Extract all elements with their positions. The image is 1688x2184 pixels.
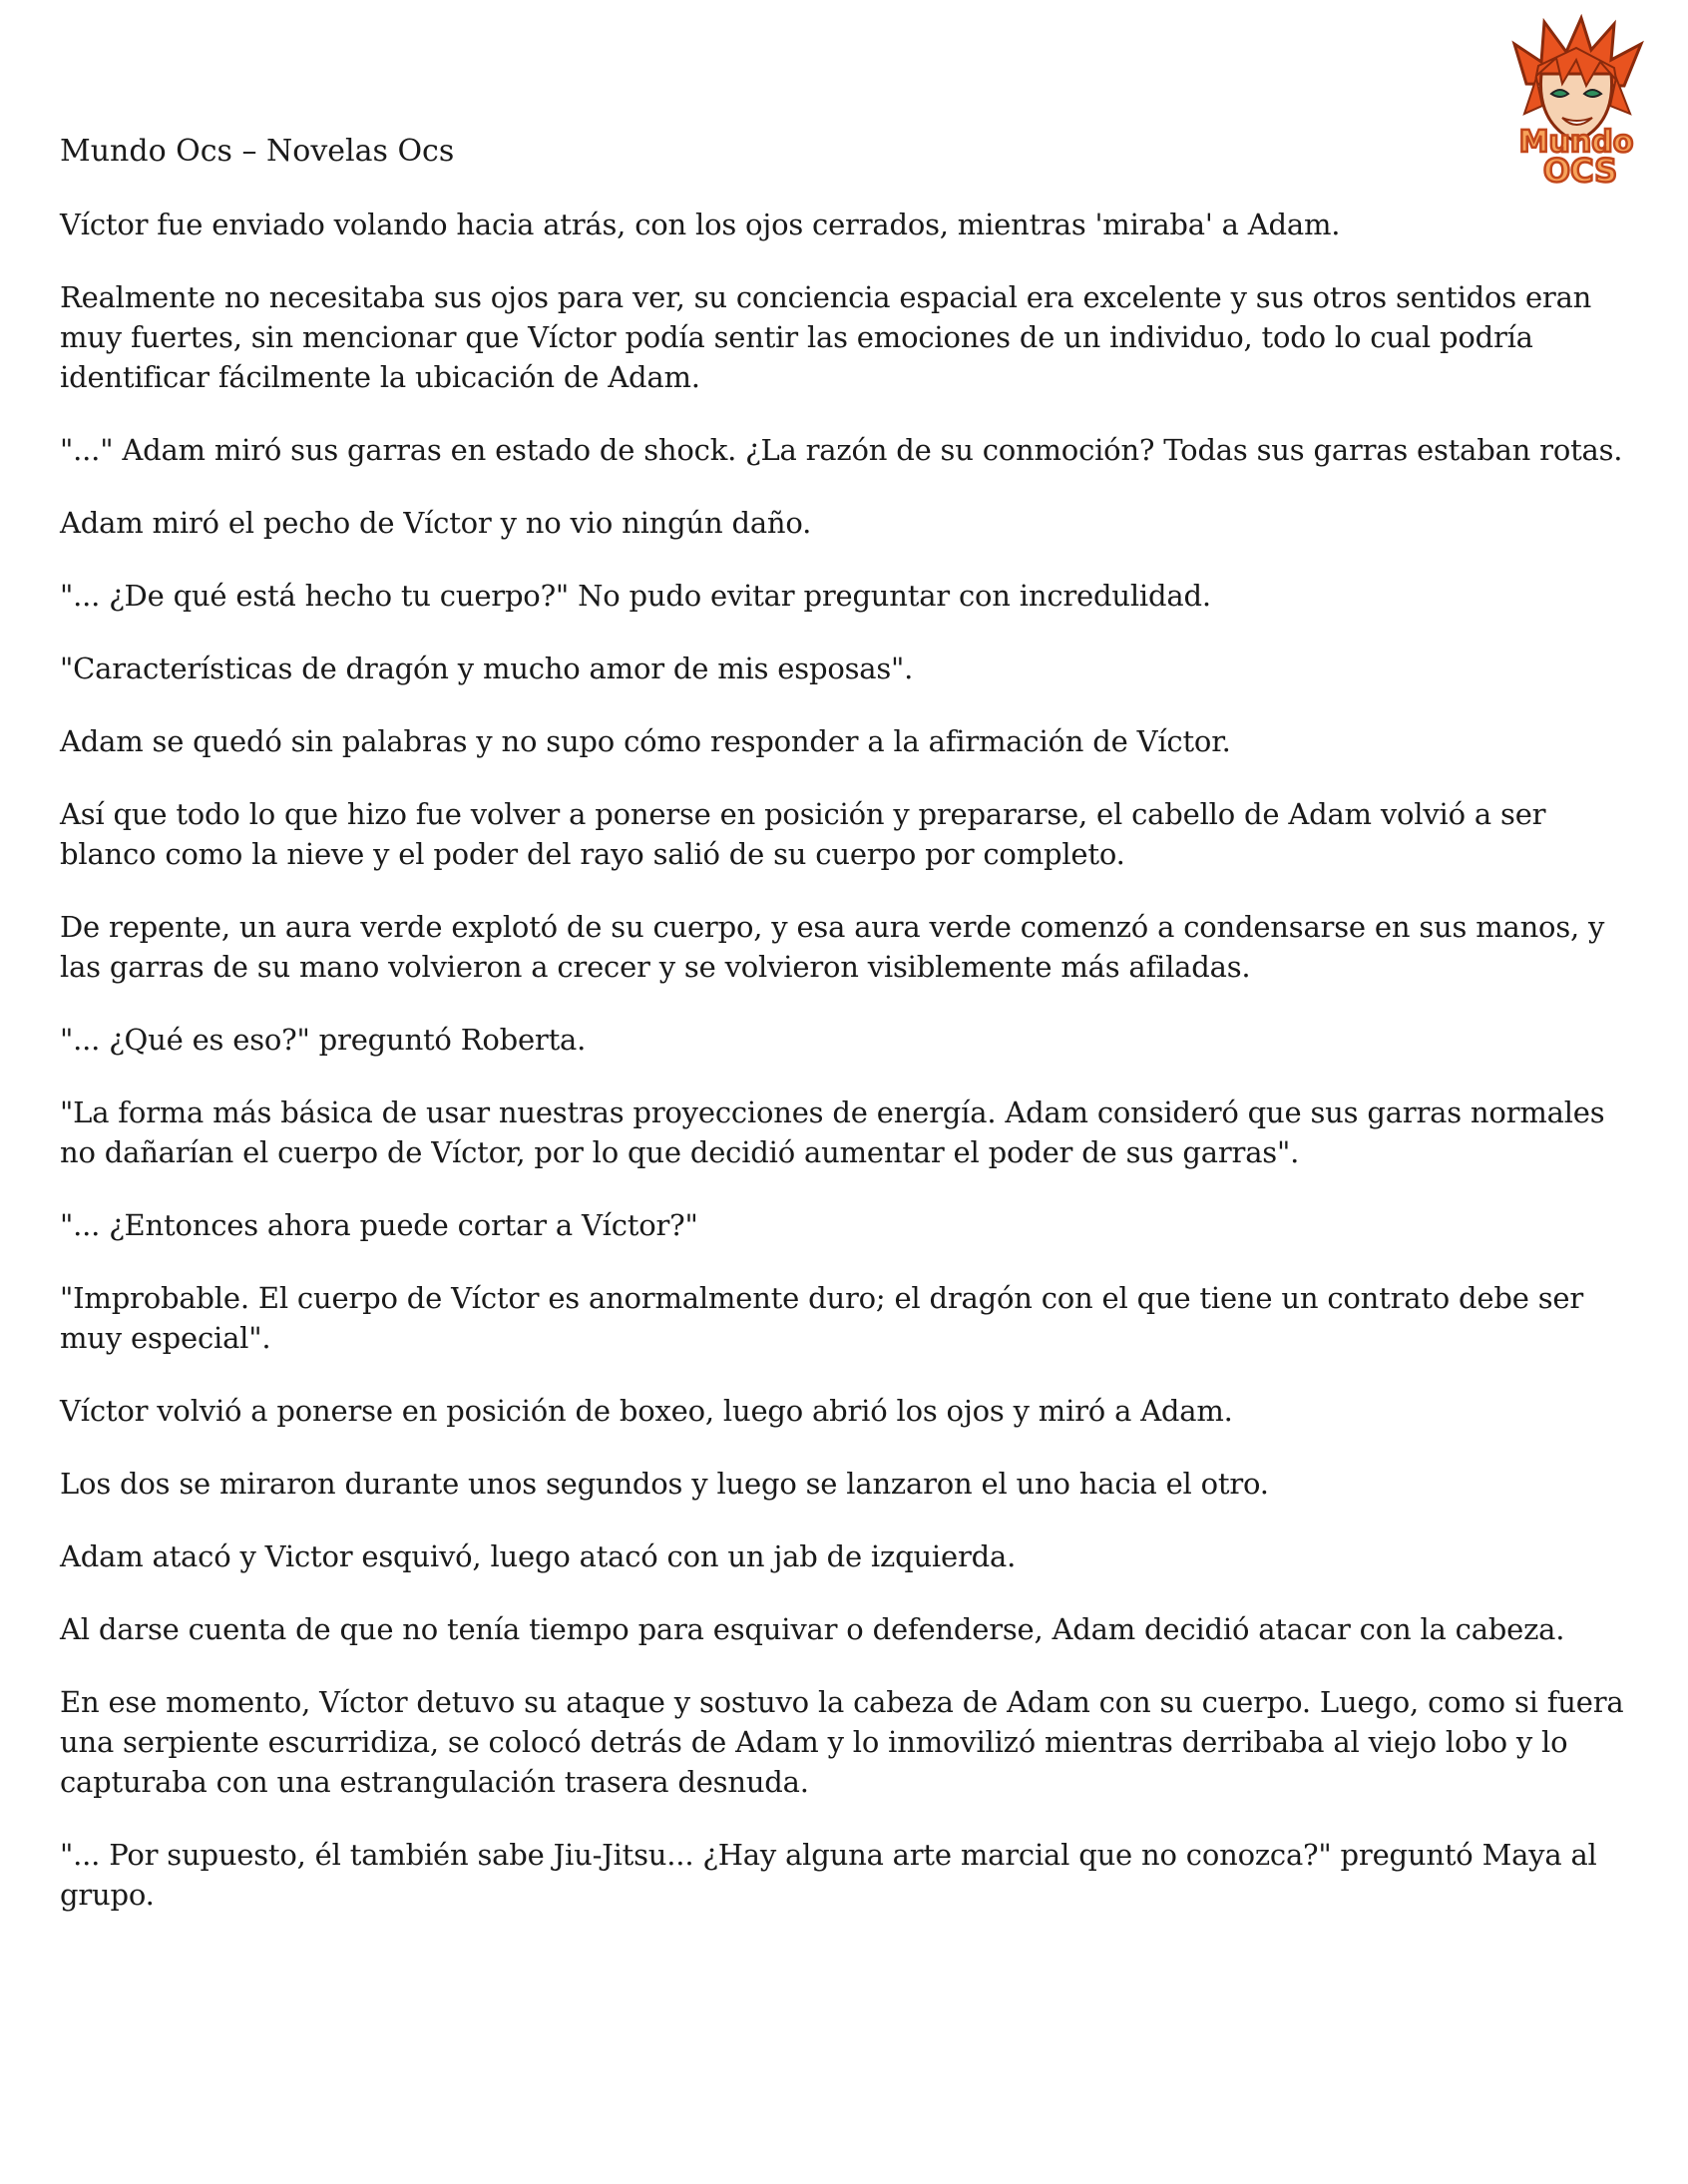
- paragraph: Víctor volvió a ponerse en posición de boxeo, luego abrió los ojos y miró a Adam.: [60, 1394, 1233, 1428]
- paragraph: Adam miró el pecho de Víctor y no vio ningún daño.: [60, 506, 812, 540]
- paragraph: Realmente no necesitaba sus ojos para ver, su conciencia espacial era excelente y sus otros sentidos eran muy fuertes, sin mencionar que Víctor podía sentir las emociones de un individuo, todo lo cual podría identificar fácilmente la ubicación de Adam.: [60, 280, 1592, 394]
- paragraph: Adam se quedó sin palabras y no supo cómo responder a la afirmación de Víctor.: [60, 724, 1231, 758]
- paragraph: Los dos se miraron durante unos segundos y luego se lanzaron el uno hacia el otro.: [60, 1467, 1269, 1501]
- paragraph: "... Por supuesto, él también sabe Jiu-Jitsu... ¿Hay alguna arte marcial que no conozca?" preguntó Maya al grupo.: [60, 1838, 1597, 1912]
- paragraph: "... ¿Qué es eso?" preguntó Roberta.: [60, 1023, 587, 1057]
- mascot-logo-icon: [1496, 14, 1656, 189]
- logo-text-top: Mundo: [1518, 125, 1634, 160]
- paragraph: En ese momento, Víctor detuvo su ataque y sostuvo la cabeza de Adam con su cuerpo. Luego, como si fuera una serpiente escurridiza, se colocó detrás de Adam y lo inmovilizó mientras derribaba al viejo lobo y lo capturaba con una estrangulación trasera desnuda.: [60, 1685, 1624, 1799]
- page-header: Mundo Ocs – Novelas Ocs: [60, 134, 455, 169]
- paragraph: Adam atacó y Victor esquivó, luego atacó con un jab de izquierda.: [60, 1539, 1017, 1573]
- paragraph: "..." Adam miró sus garras en estado de shock. ¿La razón de su conmoción? Todas sus garras estaban rotas.: [60, 433, 1623, 467]
- paragraph: De repente, un aura verde explotó de su cuerpo, y esa aura verde comenzó a condensarse en sus manos, y las garras de su mano volvieron a crecer y se volvieron visiblemente más afiladas.: [60, 910, 1605, 984]
- paragraph: "Características de dragón y mucho amor de mis esposas".: [60, 652, 914, 685]
- story-content: [60, 205, 1631, 1948]
- paragraph: Víctor fue enviado volando hacia atrás, con los ojos cerrados, mientras 'miraba' a Adam.: [60, 208, 1341, 241]
- paragraph: "... ¿De qué está hecho tu cuerpo?" No pudo evitar preguntar con incredulidad.: [60, 579, 1211, 613]
- paragraph: "La forma más básica de usar nuestras proyecciones de energía. Adam consideró que sus garras normales no dañarían el cuerpo de Víctor, por lo que decidió aumentar el poder de sus garras".: [60, 1095, 1605, 1169]
- paragraph: Así que todo lo que hizo fue volver a ponerse en posición y prepararse, el cabello de Adam volvió a ser blanco como la nieve y el poder del rayo salió de su cuerpo por completo.: [60, 797, 1546, 871]
- paragraph: "Improbable. El cuerpo de Víctor es anormalmente duro; el dragón con el que tiene un contrato debe ser muy especial".: [60, 1281, 1584, 1355]
- paragraph: Al darse cuenta de que no tenía tiempo para esquivar o defenderse, Adam decidió atacar con la cabeza.: [60, 1612, 1565, 1646]
- paragraph: "... ¿Entonces ahora puede cortar a Víctor?": [60, 1208, 698, 1242]
- logo-text-bottom: OCS: [1542, 152, 1618, 189]
